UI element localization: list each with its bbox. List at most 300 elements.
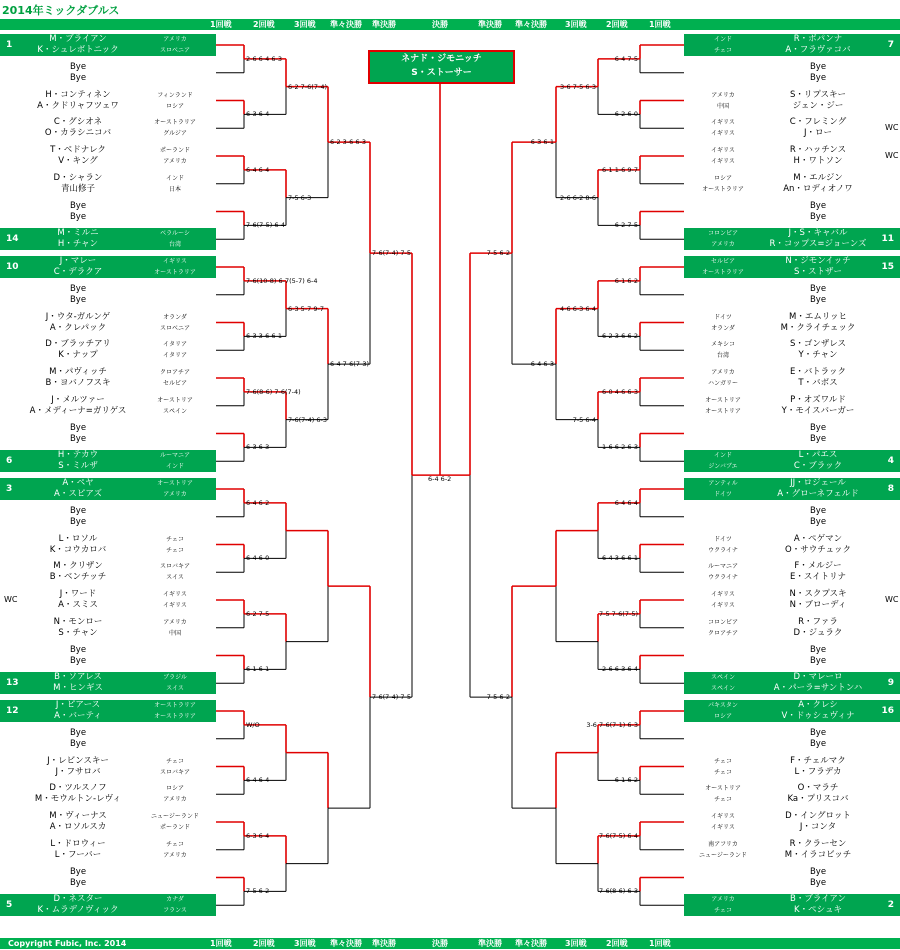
country-label: チェコ	[714, 907, 732, 915]
country-label: スロバキア	[159, 768, 190, 776]
match-score: 7-5 7-6(7-5)	[599, 609, 638, 618]
player-name: ジェン・ジー	[792, 100, 844, 111]
country-label: ベラルーシ	[160, 230, 190, 238]
round-label: 準決勝	[478, 939, 502, 948]
player-name: K・コウカロバ	[49, 544, 107, 555]
seed-number: 2	[887, 900, 894, 911]
round-label: 1回戦	[649, 939, 671, 948]
country-label: イギリス	[163, 591, 187, 598]
country-label: スイス	[166, 685, 184, 693]
match-score: 6-2 7-5	[246, 609, 270, 618]
country-label: インド	[713, 36, 732, 43]
seed-number: 16	[881, 706, 894, 716]
country-label: スロベニア	[159, 324, 190, 332]
match-score: 6-4 3-6 6-1	[602, 554, 638, 563]
player-name: J・マレー	[59, 256, 97, 266]
player-name: A・クレシ	[798, 700, 838, 710]
player-name: P・オズワルド	[790, 394, 846, 405]
player-name: K・ムラデノヴィック	[37, 905, 119, 916]
match-score: 6-1 6-2	[614, 776, 638, 785]
player-name: A・クドリャフツェワ	[37, 100, 119, 111]
player-name: O・マラチ	[797, 783, 839, 794]
match-score: 7-5 6-2	[486, 693, 510, 702]
country-label: イギリス	[711, 119, 735, 127]
player-name: C・グシオネ	[53, 117, 103, 128]
player-name: Bye	[809, 294, 827, 305]
country-label: ロシア	[713, 174, 732, 182]
player-name: B・ブライアン	[790, 894, 846, 905]
player-name: Bye	[69, 727, 87, 738]
country-label: アメリカ	[163, 796, 187, 804]
player-name: M・ヴィーナス	[49, 811, 107, 821]
player-name: Bye	[69, 516, 87, 527]
player-name: J・ワード	[59, 589, 97, 599]
country-label: スイス	[166, 574, 184, 582]
country-label: ウクライナ	[708, 546, 738, 554]
match-score: 4-6 6-3 6-4	[560, 304, 596, 313]
country-label: ロシア	[165, 785, 184, 793]
player-name: D・イングロット	[785, 811, 851, 821]
round-label: 準々決勝	[515, 20, 547, 29]
player-name: L・ドロウィー	[50, 838, 106, 849]
country-label: オーストラリア	[702, 185, 744, 193]
match-score: 6-1 1-6 9-7	[602, 165, 638, 174]
player-name: E・バトラック	[789, 367, 847, 377]
match-score: 2-6 6-4 6-3	[246, 54, 282, 63]
round-label: 3回戦	[565, 939, 587, 948]
player-name: S・ミルザ	[58, 461, 98, 472]
match-score: 6-4 6-4	[246, 776, 270, 785]
player-name: C・デラクア	[53, 267, 103, 277]
player-name: K・ペシュキ	[794, 905, 842, 916]
country-label: オーストラリア	[154, 119, 196, 127]
player-name: N・ブローディ	[789, 600, 847, 610]
seed-number: 12	[6, 706, 19, 716]
match-score: 7-6(10-8) 6-7(5-7) 6-4	[246, 276, 318, 285]
player-name: D・マレーロ	[793, 672, 843, 683]
country-label: アンティル	[708, 480, 738, 487]
match-score: 6-4 6-2	[246, 498, 270, 507]
round-label: 決勝	[432, 939, 448, 948]
player-name: An・ロディオノワ	[783, 183, 853, 194]
country-label: アメリカ	[163, 36, 187, 43]
match-score: 7-6(7-5) 6-4	[246, 221, 285, 230]
match-score: 6-3 6-1	[530, 138, 554, 147]
country-label: クロアチア	[159, 369, 190, 376]
page-title: 2014年ミックダブルス	[2, 4, 120, 17]
player-name: L・パエス	[798, 450, 838, 461]
player-name: R・ハッチンス	[789, 145, 847, 155]
country-label: オーストラリア	[154, 269, 196, 276]
match-score: 7-6(7-5) 6-4	[599, 831, 638, 840]
match-score: 1-6 6-2 6-3	[602, 443, 638, 452]
country-label: アメリカ	[163, 158, 187, 165]
player-name: F・チェルマク	[790, 755, 846, 766]
match-score: 2-6 6-3 6-4	[602, 665, 638, 674]
player-name: Bye	[69, 283, 87, 294]
seed-number: 11	[881, 234, 894, 245]
country-label: アメリカ	[711, 241, 735, 249]
country-label: オーストリア	[705, 407, 741, 415]
seed-number: 14	[6, 234, 19, 245]
player-name: N・モンロー	[53, 616, 103, 627]
player-name: Bye	[69, 655, 87, 666]
player-name: Bye	[809, 644, 827, 655]
country-label: チェコ	[714, 757, 732, 765]
wildcard-badge: WC	[885, 595, 899, 604]
round-label: 準々決勝	[515, 939, 547, 948]
champion-player-2: S・ストーサー	[411, 68, 472, 78]
player-name: A・スミス	[58, 600, 98, 610]
player-name: A・メディーナ=ガリゲス	[29, 405, 127, 416]
match-score: 6-2 3-6 6-3	[330, 138, 366, 147]
player-name: N・ジモンイッチ	[785, 256, 851, 266]
round-label: 1回戦	[210, 939, 232, 948]
match-score: 7-6(8-6) 7-6(7-4)	[246, 387, 301, 396]
country-label: オーストラリア	[154, 713, 196, 720]
match-score: 3-6 7-6(7-1) 6-3	[586, 720, 638, 729]
country-label: アメリカ	[163, 851, 187, 859]
country-label: チェコ	[166, 840, 184, 848]
match-score: 6-2 6-0	[614, 110, 638, 119]
player-name: M・ブライアン	[49, 34, 107, 44]
player-name: Bye	[809, 433, 827, 444]
country-label: インド	[165, 463, 184, 471]
round-label: 準決勝	[372, 939, 396, 948]
country-label: ロシア	[165, 102, 184, 110]
player-name: J・ウタ-ガルンゲ	[45, 311, 111, 322]
round-label: 2回戦	[606, 20, 628, 29]
player-name: B・ヨバノフスキ	[45, 378, 111, 388]
player-name: M・エムリッヒ	[789, 311, 847, 322]
match-score: 6-2 7-6(7-4)	[288, 82, 327, 91]
player-name: B・ベンチッチ	[49, 572, 107, 583]
player-name: T・ベドナレク	[50, 145, 106, 155]
seed-number: 15	[881, 262, 894, 272]
match-score: 6-2 7-5	[614, 221, 638, 230]
champion-box	[368, 50, 515, 84]
round-label: 3回戦	[294, 939, 316, 948]
country-label: チェコ	[166, 757, 184, 765]
player-name: R・ボパンナ	[793, 34, 843, 44]
player-name: C・ブラック	[793, 461, 843, 472]
player-name: M・イラコビッチ	[784, 849, 852, 860]
match-score: 6-4 6-0	[246, 554, 270, 563]
country-label: ポーランド	[159, 147, 190, 154]
match-score: 6-3 3-6 6-1	[246, 332, 282, 341]
player-name: Bye	[809, 738, 827, 749]
player-name: D・ネスター	[53, 894, 103, 905]
round-label: 1回戦	[210, 20, 232, 29]
seed-number: 7	[887, 40, 894, 50]
country-label: ルーマニア	[159, 452, 190, 460]
country-label: アメリカ	[163, 491, 187, 498]
match-score: 6-3 6-3	[246, 443, 270, 452]
player-name: V・キング	[58, 156, 98, 166]
player-name: M・パヴィッチ	[49, 367, 107, 377]
player-name: J・レビンスキー	[47, 755, 109, 766]
match-score: 6-4 6-4	[246, 165, 270, 174]
player-name: Bye	[809, 422, 827, 433]
player-name: D・ブラッチアリ	[45, 339, 111, 350]
seed-number: 5	[6, 900, 13, 911]
country-label: カナダ	[166, 896, 184, 904]
player-name: M・クライチェック	[780, 322, 856, 333]
country-label: グルジア	[163, 130, 187, 138]
country-label: ドイツ	[714, 491, 732, 498]
player-name: A・ペゲマン	[793, 533, 843, 544]
player-name: J・メルツァー	[51, 394, 105, 405]
country-label: フィンランド	[157, 91, 193, 99]
country-label: コロンビア	[707, 230, 738, 238]
player-name: Bye	[69, 61, 87, 72]
player-name: H・ワトソン	[793, 156, 843, 166]
wildcard-badge: WC	[885, 151, 899, 160]
player-name: H・コンティネン	[45, 89, 111, 100]
country-label: アメリカ	[163, 618, 187, 626]
wildcard-badge: WC	[885, 123, 899, 133]
player-name: Bye	[69, 433, 87, 444]
match-score: 7-6(7-4) 7-5	[372, 693, 411, 702]
player-name: L・ロソル	[58, 533, 98, 544]
match-score: 6-1 6-2	[614, 276, 638, 285]
player-name: L・フーバー	[54, 849, 102, 860]
player-name: Bye	[69, 211, 87, 222]
country-label: ハンガリー	[707, 380, 738, 387]
player-name: Bye	[69, 422, 87, 433]
country-label: イギリス	[711, 591, 735, 598]
seed-number: 10	[6, 262, 19, 272]
player-name: Bye	[69, 644, 87, 655]
country-label: オランダ	[711, 324, 735, 332]
player-name: F・メルジー	[794, 561, 842, 572]
player-name: D・ジュラク	[793, 627, 843, 638]
country-label: アメリカ	[711, 369, 735, 376]
round-label: 2回戦	[253, 20, 275, 29]
match-score: 7-5 6-2	[246, 887, 270, 896]
player-name: Bye	[809, 516, 827, 527]
country-label: スペイン	[710, 674, 735, 682]
player-name: Bye	[69, 877, 87, 888]
player-name: M・ヒンギス	[53, 683, 103, 694]
country-label: オーストリア	[705, 785, 741, 793]
country-label: インド	[165, 174, 184, 182]
country-label: 台湾	[168, 241, 181, 249]
country-label: イギリス	[711, 602, 735, 609]
player-name: A・ロソルスカ	[49, 822, 107, 832]
copyright: Copyright Fubic, Inc. 2014	[8, 939, 127, 948]
round-label: 3回戦	[565, 20, 587, 29]
player-name: S・ストザー	[794, 267, 842, 277]
player-name: Bye	[69, 738, 87, 749]
player-name: V・ドゥシェヴィナ	[781, 711, 855, 721]
match-score: 6-3 6-4	[246, 831, 270, 840]
round-label: 準決勝	[372, 20, 396, 29]
country-label: イギリス	[163, 602, 187, 609]
player-name: Y・モイスバーガー	[781, 405, 855, 416]
player-name: K・シュレボトニック	[37, 45, 119, 55]
player-name: M・エルジン	[793, 172, 843, 183]
country-label: ポーランド	[159, 824, 190, 831]
seed-number: 8	[887, 484, 894, 494]
country-label: イタリア	[162, 341, 187, 349]
player-name: Bye	[809, 877, 827, 888]
player-name: Bye	[809, 200, 827, 211]
player-name: Bye	[69, 294, 87, 305]
country-label: イギリス	[711, 158, 735, 165]
final-score: 6-4 6-2	[428, 475, 452, 484]
country-label: スロベニア	[159, 47, 190, 54]
player-name: Bye	[809, 61, 827, 72]
player-name: Bye	[69, 505, 87, 516]
player-name: Bye	[809, 866, 827, 877]
match-score: 6-3 5-7 9-7	[288, 304, 324, 313]
round-label: 2回戦	[606, 939, 628, 948]
match-score: 3-6 7-5 6-3	[560, 82, 596, 91]
country-label: ドイツ	[714, 313, 732, 321]
player-name: 青山修子	[60, 183, 95, 194]
country-label: メキシコ	[711, 341, 735, 349]
player-name: H・テカウ	[57, 450, 99, 461]
country-label: オランダ	[163, 313, 187, 321]
player-name: J・ピアース	[55, 700, 101, 710]
player-name: Y・チャン	[798, 350, 838, 361]
player-name: R・コップス=ジョーンズ	[769, 239, 867, 250]
match-score: 7-5 6-3	[288, 193, 312, 202]
country-label: 中国	[168, 629, 181, 637]
player-name: E・スイトリナ	[789, 572, 847, 583]
champion-player-1: ネナド・ジモニッチ	[401, 54, 482, 64]
country-label: ルーマニア	[707, 563, 738, 571]
player-name: L・フラデカ	[794, 766, 842, 777]
country-label: スペイン	[162, 407, 187, 415]
match-score: 7-5 6-2	[486, 249, 510, 258]
player-name: Bye	[809, 283, 827, 294]
player-name: Bye	[69, 72, 87, 83]
player-name: S・チャン	[58, 627, 98, 638]
country-label: チェコ	[714, 768, 732, 776]
seed-number: 4	[887, 456, 894, 467]
round-label: 3回戦	[294, 20, 316, 29]
player-name: S・リプスキー	[789, 89, 847, 100]
player-name: M・クリザン	[53, 561, 103, 572]
player-name: J・フサロバ	[55, 766, 101, 777]
country-label: セルビア	[710, 258, 735, 265]
seed-number: 1	[6, 40, 13, 50]
country-label: チェコ	[714, 796, 732, 804]
match-score: W/O	[246, 720, 260, 729]
wildcard-badge: WC	[4, 595, 18, 604]
country-label: 中国	[716, 102, 729, 110]
player-name: Bye	[69, 866, 87, 877]
country-label: インド	[713, 452, 732, 460]
match-score: 6-2 3-6 6-2	[602, 332, 638, 341]
player-name: Bye	[69, 200, 87, 211]
player-name: Ka・プリスコバ	[787, 794, 849, 805]
player-name: J・コンタ	[799, 822, 837, 832]
country-label: ブラジル	[163, 674, 187, 682]
player-name: A・スピアズ	[54, 489, 102, 499]
country-label: 南アフリカ	[708, 840, 738, 848]
country-label: アメリカ	[711, 91, 735, 99]
country-label: フランス	[163, 907, 187, 915]
player-name: D・ツルスノフ	[49, 783, 107, 794]
country-label: ニュージーランド	[699, 851, 747, 859]
player-name: J・ロー	[803, 128, 832, 139]
player-name: A・バーティ	[54, 711, 102, 721]
country-label: クロアチア	[707, 629, 738, 637]
round-label: 準々決勝	[330, 20, 362, 29]
country-label: イギリス	[711, 813, 735, 820]
player-name: C・フレミング	[789, 117, 847, 128]
player-name: N・スクプスキ	[789, 589, 847, 599]
player-name: Bye	[809, 655, 827, 666]
country-label: ウクライナ	[708, 574, 738, 582]
country-label: チェコ	[714, 47, 732, 54]
match-score: 7-5 6-4	[572, 415, 596, 424]
player-name: R・クラーセン	[789, 838, 847, 849]
seed-number: 6	[6, 456, 13, 467]
country-label: 日本	[168, 185, 181, 193]
player-name: A・パーラ=サントンハ	[773, 683, 863, 694]
seed-number: 13	[6, 678, 19, 689]
player-name: M・モウルトン-レヴィ	[34, 794, 122, 805]
match-score: 6-0 4-6 6-3	[602, 387, 638, 396]
country-label: セルビア	[162, 380, 187, 387]
country-label: ジンバブエ	[708, 463, 738, 471]
country-label: ニュージーランド	[151, 813, 199, 820]
player-name: Bye	[809, 72, 827, 83]
player-name: R・ファラ	[798, 616, 838, 627]
country-label: オーストラリア	[702, 269, 744, 276]
player-name: A・グローネフェルド	[777, 489, 859, 499]
country-label: ロシア	[713, 713, 732, 720]
round-label: 2回戦	[253, 939, 275, 948]
country-label: スロバキア	[159, 563, 190, 571]
player-name: H・チャン	[57, 239, 99, 250]
country-label: オーストリア	[157, 396, 193, 404]
country-label: チェコ	[166, 535, 184, 543]
player-name: D・シャラン	[53, 172, 103, 183]
player-name: T・バボス	[798, 378, 838, 388]
player-name: Bye	[809, 505, 827, 516]
country-label: イタリア	[162, 352, 187, 360]
match-score: 7-6(7-4) 7-5	[372, 249, 411, 258]
player-name: A・ペヤ	[62, 478, 94, 488]
player-name: J・S・キャバル	[788, 228, 848, 239]
country-label: イギリス	[711, 824, 735, 831]
match-score: 7-6(7-4) 6-3	[288, 415, 327, 424]
player-name: B・ソアレス	[54, 672, 102, 683]
country-label: イギリス	[711, 130, 735, 138]
country-label: アメリカ	[711, 896, 735, 904]
country-label: イギリス	[711, 147, 735, 154]
match-score: 6-4 7-5	[614, 54, 638, 63]
match-score: 6-4 6-3	[530, 360, 554, 369]
round-label: 1回戦	[649, 20, 671, 29]
round-label: 決勝	[432, 20, 448, 29]
country-label: オーストリア	[157, 480, 193, 487]
country-label: スペイン	[710, 685, 735, 693]
seed-number: 3	[6, 484, 13, 494]
round-label: 準々決勝	[330, 939, 362, 948]
player-name: Bye	[809, 727, 827, 738]
match-score: 7-6(8-6) 6-3	[599, 887, 638, 896]
player-name: S・ゴンザレス	[790, 339, 846, 350]
country-label: コロンビア	[707, 618, 738, 626]
round-label: 準決勝	[478, 20, 502, 29]
country-label: パキスタン	[708, 702, 738, 709]
